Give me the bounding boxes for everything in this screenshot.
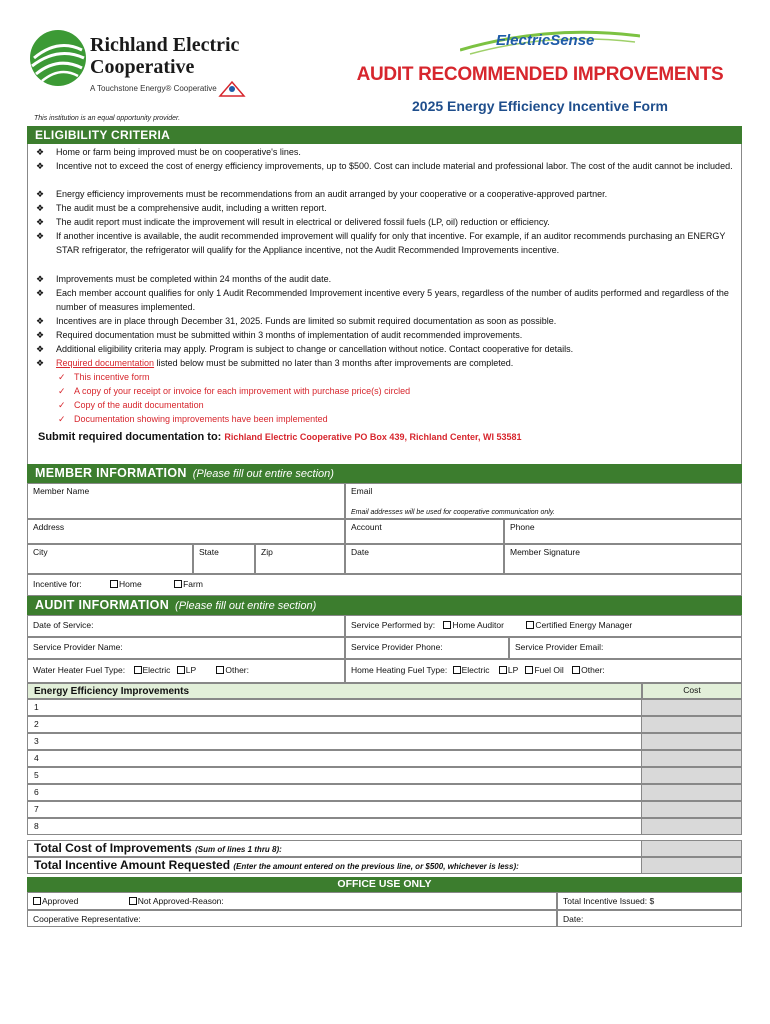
- required-docs-link: Required documentation: [56, 358, 155, 368]
- member-signature-field[interactable]: Member Signature: [504, 544, 742, 574]
- bullet-icon: ❖: [36, 203, 45, 213]
- bullet-icon: ❖: [36, 358, 45, 368]
- form-subtitle: 2025 Energy Efficiency Incentive Form: [412, 98, 668, 114]
- doc-item: ✓ This incentive form: [58, 372, 150, 382]
- bullet-icon: ❖: [36, 189, 45, 199]
- list-item: ❖ Incentives are in place through December 31, 2025. Funds are limited so submit required documentation as soon as possible.: [36, 315, 736, 329]
- org-name: [90, 34, 239, 78]
- list-item: ❖ If another incentive is available, the audit recommended improvement will qualify for only that incentive. For example, if an auditor recommends purchasing an ENERGY STAR refrigerator, the refrigerator will qualify for the Appliance incentive, not the Audit Recommended Improvements incentive.: [36, 231, 726, 255]
- equal-opportunity-statement: This institution is an equal opportunity provider.: [34, 115, 181, 122]
- service-provider-phone-field[interactable]: Service Provider Phone:: [345, 637, 509, 659]
- water-lp-checkbox[interactable]: LP: [177, 665, 196, 675]
- date-of-service-field[interactable]: Date of Service:: [27, 615, 345, 637]
- member-info-heading: MEMBER INFORMATION (Please fill out entire section): [27, 464, 742, 483]
- bullet-icon: ❖: [36, 288, 45, 298]
- cost-cell[interactable]: [641, 717, 741, 732]
- table-row[interactable]: 7: [27, 801, 742, 818]
- service-performed-by-row: Service Performed by: Home Auditor Certified Energy Manager: [345, 615, 742, 637]
- cost-heading: Cost: [642, 683, 742, 699]
- list-item: [36, 357, 736, 371]
- table-row[interactable]: 5: [27, 767, 742, 784]
- total-incentive-cell[interactable]: [641, 858, 741, 873]
- submit-label: Submit required documentation to:: [38, 431, 225, 443]
- doc-item: ✓ Documentation showing improvements have been implemented: [58, 414, 328, 424]
- incentive-for-label: Incentive for:: [33, 579, 82, 589]
- table-row[interactable]: 1: [27, 699, 742, 716]
- checkmark-icon: ✓: [58, 400, 66, 410]
- email-field[interactable]: Email Email addresses will be used for cooperative communication only.: [345, 483, 742, 519]
- office-use-heading: OFFICE USE ONLY: [27, 877, 742, 892]
- phone-field[interactable]: Phone: [504, 519, 742, 544]
- bullet-icon: ❖: [36, 231, 45, 241]
- checkmark-icon: ✓: [58, 414, 66, 424]
- cost-cell[interactable]: [641, 734, 741, 749]
- heating-fuel-oil-checkbox[interactable]: Fuel Oil: [525, 665, 563, 675]
- touchstone-logo-icon: [218, 80, 246, 98]
- service-provider-email-field[interactable]: Service Provider Email:: [509, 637, 742, 659]
- list-item: ❖ Improvements must be completed within 24 months of the audit date.: [36, 273, 736, 287]
- submit-address: Richland Electric Cooperative PO Box 439, Richland Center, WI 53581: [224, 432, 522, 442]
- list-item: ❖ Energy efficiency improvements must be recommendations from an audit arranged by your cooperative or a cooperative-approved partner.: [36, 188, 736, 202]
- member-name-field[interactable]: Member Name: [27, 483, 345, 519]
- city-field[interactable]: City: [27, 544, 193, 574]
- list-item: ❖ Home or farm being improved must be on cooperative's lines.: [36, 146, 736, 160]
- heating-electric-checkbox[interactable]: Electric: [453, 665, 490, 675]
- email-note: Email addresses will be used for cooperative communication only.: [351, 509, 555, 516]
- heating-other-checkbox[interactable]: Other:: [572, 665, 605, 675]
- water-other-checkbox[interactable]: Other:: [216, 665, 249, 675]
- water-heater-fuel-row: Water Heater Fuel Type: Electric LP Other:: [27, 659, 345, 683]
- checkmark-icon: ✓: [58, 372, 66, 382]
- address-field[interactable]: Address: [27, 519, 345, 544]
- table-row[interactable]: 4: [27, 750, 742, 767]
- cost-cell[interactable]: [641, 819, 741, 834]
- bullet-icon: ❖: [36, 161, 45, 171]
- list-item: ❖ The audit must be a comprehensive audit, including a written report.: [36, 202, 736, 216]
- table-row[interactable]: 3: [27, 733, 742, 750]
- list-item: ❖ The audit report must indicate the improvement will result in electrical or delivered fossil fuels (LP, oil) reduction or efficiency.: [36, 216, 736, 230]
- approved-checkbox[interactable]: Approved: [33, 896, 78, 906]
- total-cost-cell[interactable]: [641, 841, 741, 856]
- list-item: ❖ Each member account qualifies for only 1 Audit Recommended Improvement incentive every 5 years, regardless of the number of audits performed and regardless of the number of measures implemented.: [36, 288, 729, 312]
- bullet-icon: ❖: [36, 316, 45, 326]
- doc-item: ✓ Copy of the audit documentation: [58, 400, 204, 410]
- table-row[interactable]: 8: [27, 818, 742, 835]
- list-item: ❖ Incentive not to exceed the cost of energy efficiency improvements, up to $500. Cost can include material and professional labor. The cost of the audit cannot be included.: [36, 160, 736, 174]
- office-date-field[interactable]: Date:: [557, 910, 742, 927]
- list-item: ❖ Additional eligibility criteria may apply. Program is subject to change or cancellation without notice. Contact cooperative for details.: [36, 343, 736, 357]
- farm-checkbox[interactable]: Farm: [174, 579, 203, 589]
- audit-info-heading: AUDIT INFORMATION (Please fill out entire section): [27, 596, 742, 615]
- home-checkbox[interactable]: Home: [110, 579, 142, 589]
- last-bullet-text: listed below must be submitted no later than 3 months after improvements are completed.: [154, 358, 514, 368]
- date-field[interactable]: Date: [345, 544, 504, 574]
- water-electric-checkbox[interactable]: Electric: [134, 665, 171, 675]
- home-heating-fuel-row: Home Heating Fuel Type: Electric LP Fuel Oil Other:: [345, 659, 742, 683]
- page-title: AUDIT RECOMMENDED IMPROVEMENTS: [356, 64, 724, 85]
- cost-cell[interactable]: [641, 802, 741, 817]
- total-incentive-issued-field[interactable]: Total Incentive Issued: $: [557, 892, 742, 910]
- improvements-heading: Energy Efficiency Improvements: [27, 683, 642, 699]
- submit-instructions: [38, 431, 522, 443]
- table-row[interactable]: 6: [27, 784, 742, 801]
- account-field[interactable]: Account: [345, 519, 504, 544]
- electricsense-logo: ElectricSense: [496, 32, 595, 49]
- cooperative-representative-field[interactable]: Cooperative Representative:: [27, 910, 557, 927]
- not-approved-checkbox[interactable]: Not Approved-Reason:: [129, 896, 224, 906]
- bullet-icon: ❖: [36, 274, 45, 284]
- bullet-icon: ❖: [36, 147, 45, 157]
- certified-energy-manager-checkbox[interactable]: Certified Energy Manager: [526, 620, 632, 630]
- bullet-icon: ❖: [36, 217, 45, 227]
- home-auditor-checkbox[interactable]: Home Auditor: [443, 620, 504, 630]
- incentive-for-row: [27, 574, 742, 596]
- table-row[interactable]: 2: [27, 716, 742, 733]
- service-provider-name-field[interactable]: Service Provider Name:: [27, 637, 345, 659]
- list-item: ❖ Required documentation must be submitted within 3 months of implementation of audit recommended improvements.: [36, 329, 736, 343]
- bullet-icon: ❖: [36, 344, 45, 354]
- total-cost-row: Total Cost of Improvements (Sum of lines 1 thru 8):: [27, 840, 742, 857]
- cost-cell[interactable]: [641, 785, 741, 800]
- bullet-icon: ❖: [36, 330, 45, 340]
- approval-row: [27, 892, 557, 910]
- total-incentive-row: Total Incentive Amount Requested (Enter the amount entered on the previous line, or $500, whichever is less):: [27, 857, 742, 874]
- zip-field[interactable]: Zip: [255, 544, 345, 574]
- cost-cell[interactable]: [641, 768, 741, 783]
- heating-lp-checkbox[interactable]: LP: [499, 665, 518, 675]
- doc-item: ✓ A copy of your receipt or invoice for each improvement with purchase price(s) circled: [58, 386, 411, 396]
- org-name-line1: Richland Electric: [90, 34, 240, 56]
- cost-cell[interactable]: [641, 751, 741, 766]
- org-name-line2: Cooperative: [90, 56, 195, 78]
- state-field[interactable]: State: [193, 544, 255, 574]
- cost-cell[interactable]: [641, 700, 741, 715]
- eligibility-heading: ELIGIBILITY CRITERIA: [27, 126, 742, 144]
- checkmark-icon: ✓: [58, 386, 66, 396]
- touchstone-tagline: A Touchstone Energy® Cooperative: [90, 84, 217, 93]
